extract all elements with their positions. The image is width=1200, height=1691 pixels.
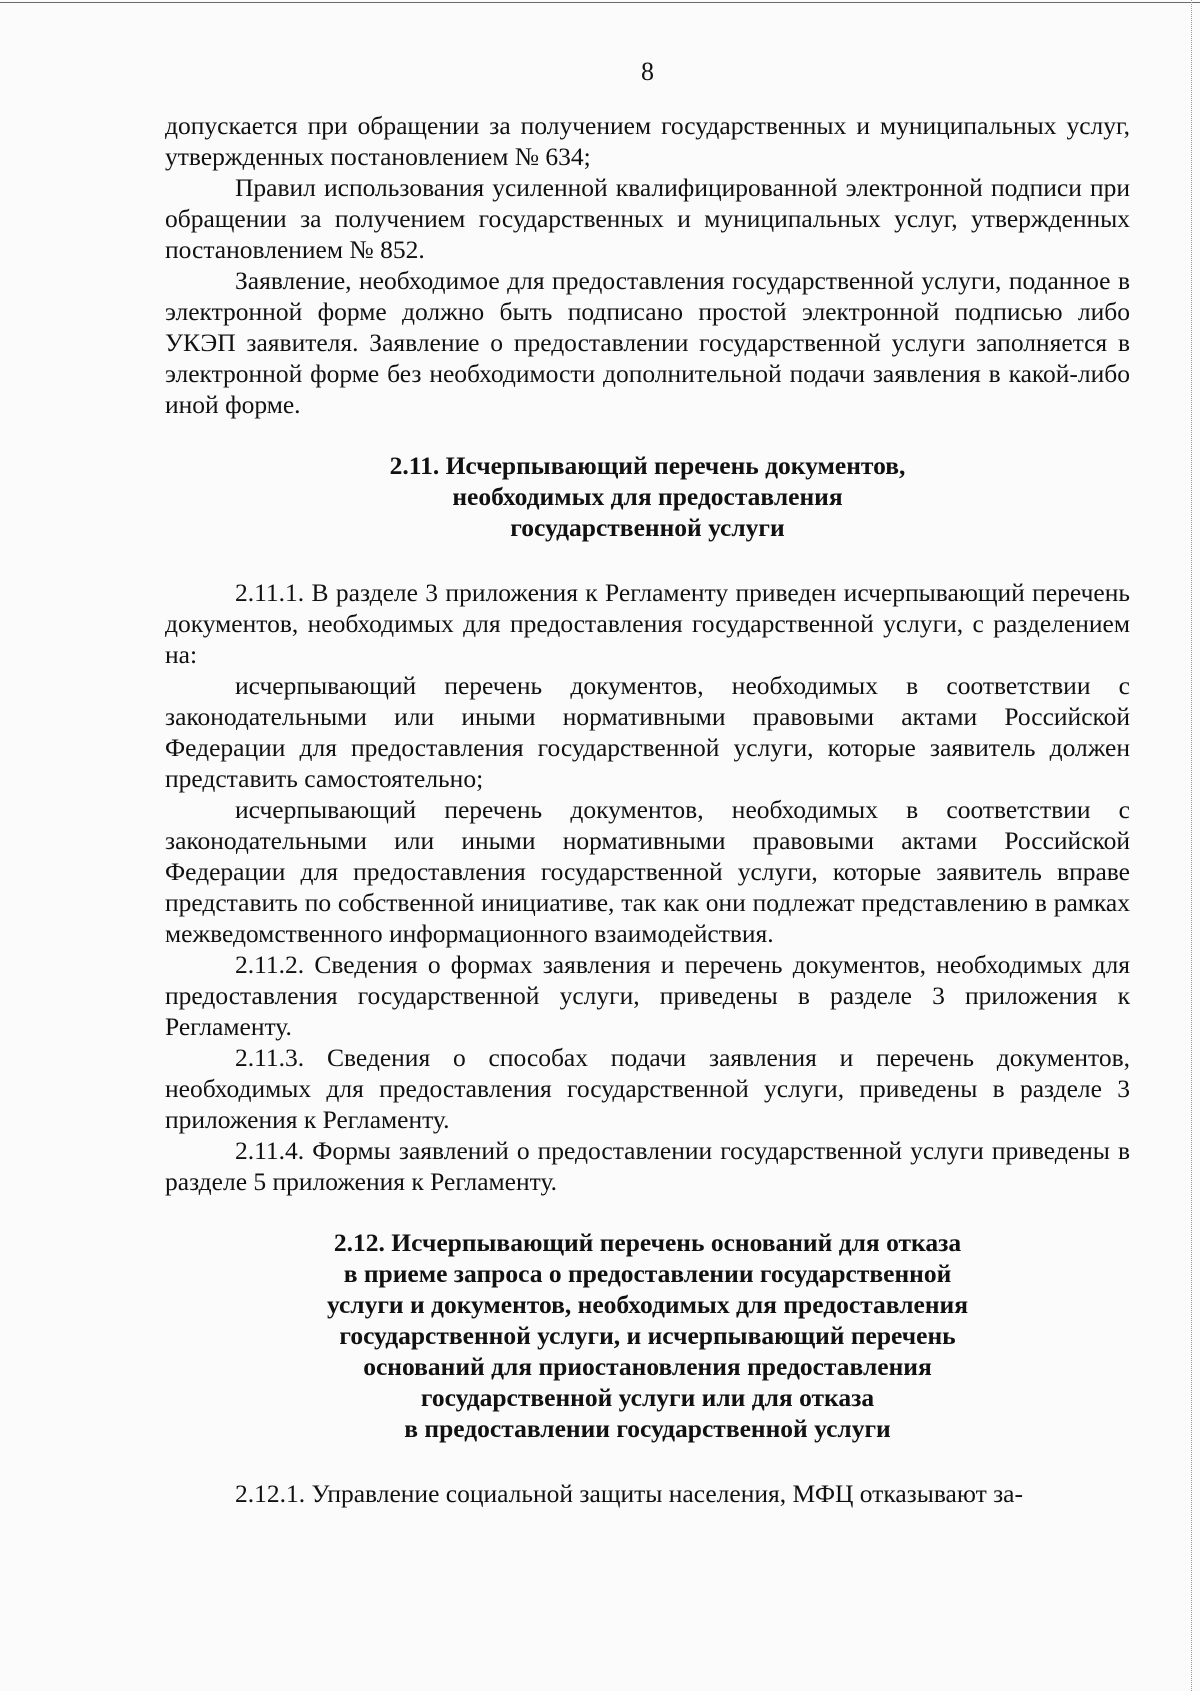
paragraph: Заявление, необходимое для предоставления государственной услуги, поданное в электронной форме должно быть подписано простой электронной подписью либо УКЭП заявителя. Заявление о предоставлении государственной услуги заполняется в электронной форме без необходимости дополнительной подачи заявления в какой-либо иной форме. [165, 266, 1130, 419]
heading-line: в предоставлении государственной услуги [404, 1414, 891, 1443]
page-content [165, 52, 1130, 1509]
paragraph: 2.11.4. Формы заявлений о предоставлении государственной услуги приведены в разделе 5 приложения к Регламенту. [165, 1136, 1130, 1196]
section-heading-2-12 [165, 1227, 1130, 1444]
heading-line: в приеме запроса о предоставлении государственной [343, 1259, 952, 1288]
top-rule [0, 2, 1200, 3]
page-edge [1191, 0, 1192, 1691]
heading-line: государственной услуги, и исчерпывающий перечень [339, 1321, 956, 1350]
page-number: 8 [641, 57, 654, 86]
section-heading-2-11 [165, 450, 1130, 543]
paragraph: 2.12.1. Управление социальной защиты населения, МФЦ отказывают за- [235, 1479, 1023, 1508]
paragraph: 2.11.3. Сведения о способах подачи заявления и перечень документов, необходимых для предоставления государственной услуги, приведены в разделе 3 приложения к Регламенту. [165, 1043, 1130, 1134]
paragraph: 2.11.1. В разделе 3 приложения к Регламенту приведен исчерпывающий перечень документов, необходимых для предоставления государственной услуги, с разделением на: [165, 578, 1130, 669]
heading-line: государственной услуги или для отказа [420, 1383, 875, 1412]
paragraph: исчерпывающий перечень документов, необходимых в соответствии с законодательными или иными нормативными правовыми актами Российской Федерации для предоставления государственной услуги, которые заявитель вправе представить по собственной инициативе, так как они подлежат представлению в рамках межведомственного информационного взаимодействия. [165, 795, 1130, 948]
paragraph: исчерпывающий перечень документов, необходимых в соответствии с законодательными или иными нормативными правовыми актами Российской Федерации для предоставления государственной услуги, которые заявитель должен представить самостоятельно; [165, 671, 1130, 793]
heading-line: необходимых для предоставления [452, 482, 843, 511]
heading-line: государственной услуги [510, 513, 785, 542]
paragraph: допускается при обращении за получением государственных и муниципальных услуг, утвержденных постановлением № 634; [165, 111, 1130, 171]
heading-line: оснований для приостановления предоставления [363, 1352, 932, 1381]
paragraph: Правил использования усиленной квалифицированной электронной подписи при обращении за получением государственных и муниципальных услуг, утвержденных постановлением № 852. [165, 173, 1130, 264]
paragraph: 2.11.2. Сведения о формах заявления и перечень документов, необходимых для предоставления государственной услуги, приведены в разделе 3 приложения к Регламенту. [165, 950, 1130, 1041]
heading-line: услуги и документов, необходимых для предоставления [326, 1290, 968, 1319]
heading-line: 2.11. Исчерпывающий перечень документов, [389, 451, 906, 480]
heading-line: 2.12. Исчерпывающий перечень оснований для отказа [333, 1228, 962, 1257]
